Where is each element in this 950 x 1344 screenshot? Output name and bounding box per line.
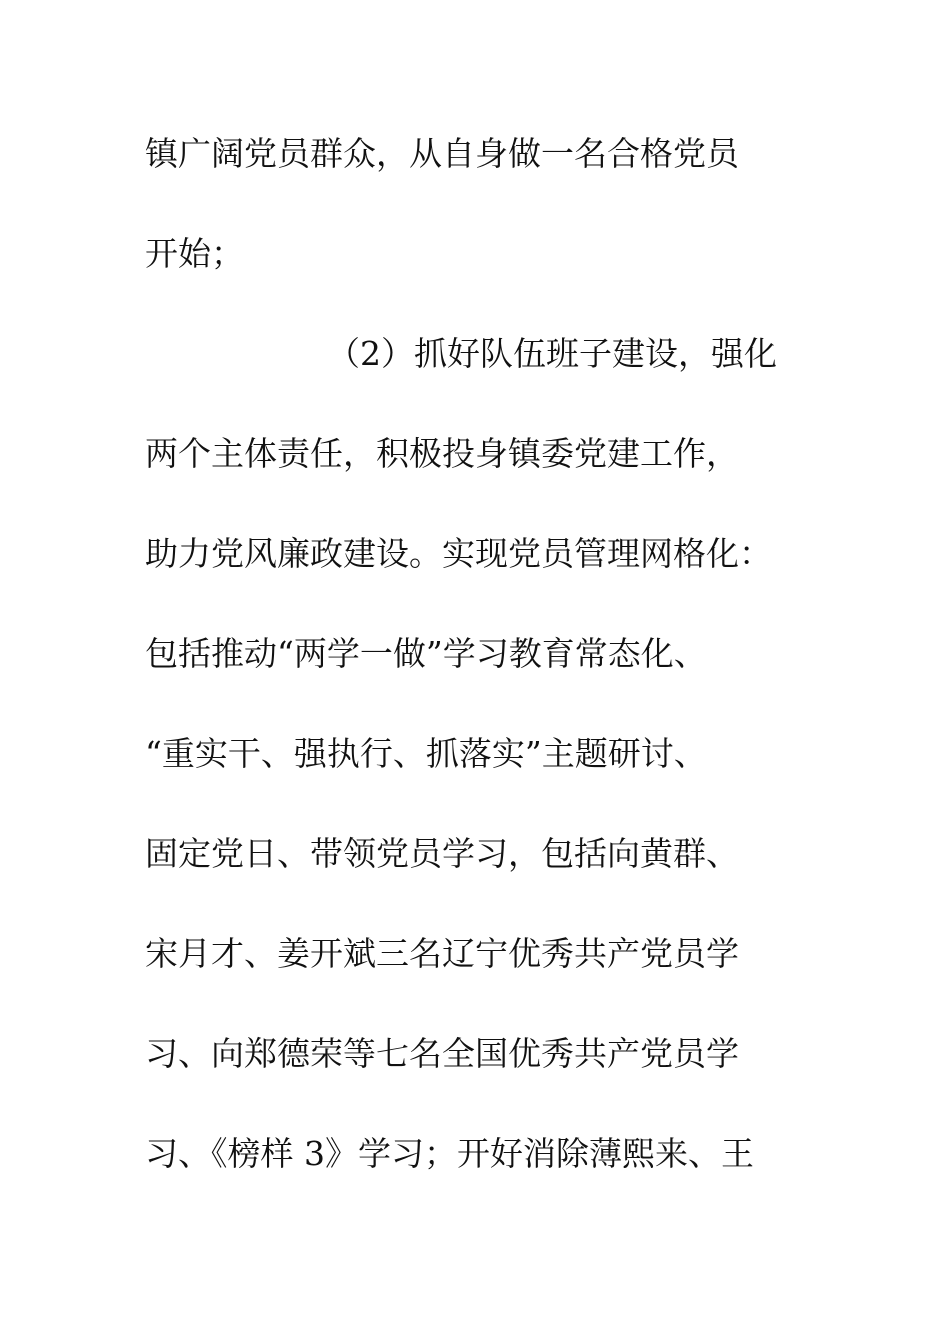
paragraph-line-1: 镇广阔党员群众，从自身做一名合格党员 xyxy=(145,134,739,173)
paragraph-line-6: 包括推动“两学一做”学习教育常态化、 xyxy=(145,634,707,673)
paragraph-line-10: 习、向郑德荣等七名全国优秀共产党员学 xyxy=(145,1034,739,1073)
paragraph-line-11: 习、《榜样 3》学习；开好消除薄熙来、王 xyxy=(145,1134,754,1173)
section-2-heading-line: （2）抓好队伍班子建设，强化 xyxy=(327,334,777,373)
paragraph-line-4: 两个主体责任，积极投身镇委党建工作， xyxy=(145,434,739,473)
paragraph-line-8: 固定党日、带领党员学习，包括向黄群、 xyxy=(145,834,739,873)
paragraph-line-2: 开始； xyxy=(145,234,244,273)
paragraph-line-9: 宋月才、姜开斌三名辽宁优秀共产党员学 xyxy=(145,934,739,973)
paragraph-line-5: 助力党风廉政建设。实现党员管理网格化： xyxy=(145,534,772,573)
paragraph-line-7: “重实干、强执行、抓落实”主题研讨、 xyxy=(145,734,707,773)
